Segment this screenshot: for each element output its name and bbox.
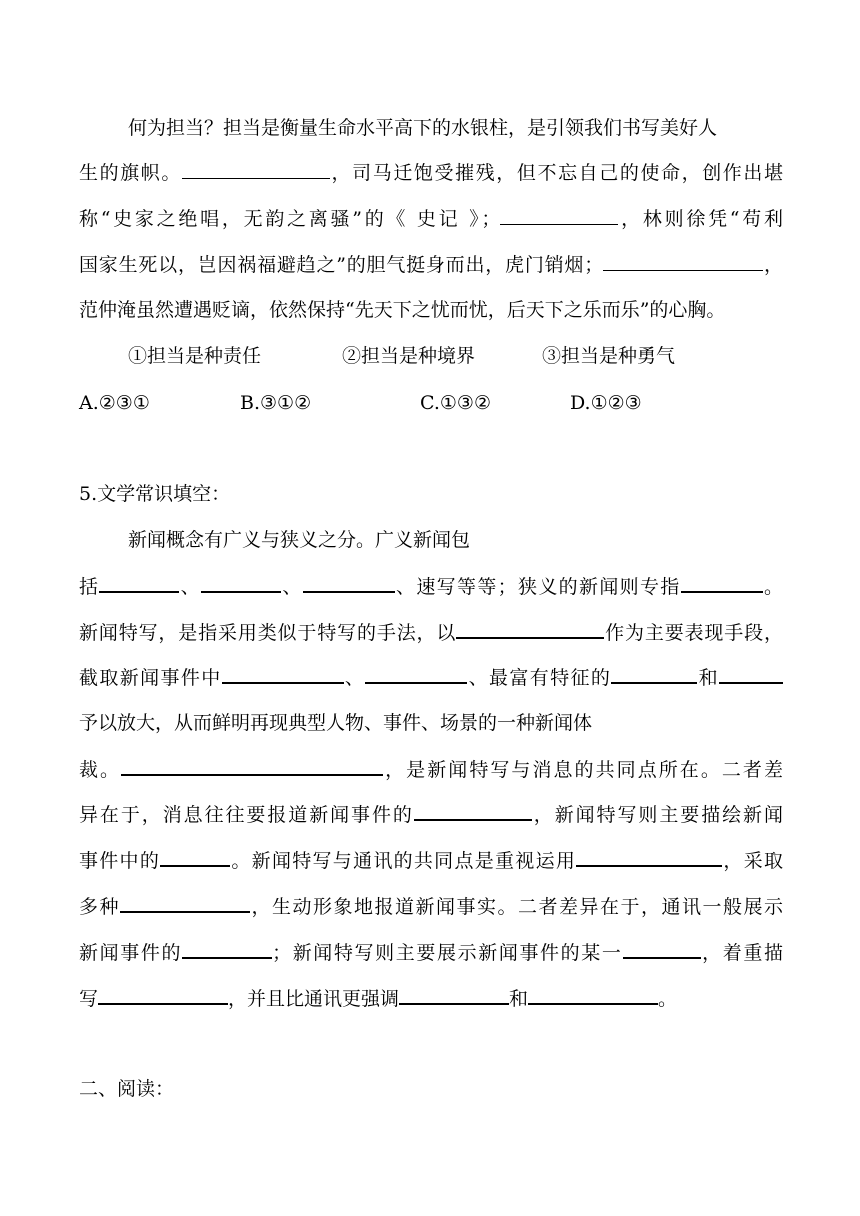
blank-12[interactable] xyxy=(719,665,783,684)
q5-text: 截取新闻事件中 xyxy=(79,667,222,689)
q5-text: 。 xyxy=(762,576,783,598)
q5-text: 。 xyxy=(658,988,678,1010)
q4-line-4 xyxy=(79,253,783,277)
q5-text: 和 xyxy=(697,667,719,689)
option-b[interactable]: B.③①② xyxy=(240,392,312,414)
q5-text: ，是新闻特写与消息的共同点所在。二者差 xyxy=(383,759,783,781)
q5-text: 、 xyxy=(343,667,366,689)
q5-text: 和 xyxy=(509,988,529,1010)
option-c[interactable]: C.①③② xyxy=(420,392,491,414)
q5-heading: 5.文学常识填空： xyxy=(79,483,231,505)
q5-text: ，并且比通讯更强调 xyxy=(228,988,400,1010)
q5-text: ，新闻特写则主要描绘新闻 xyxy=(531,804,783,826)
q5-text: ，生动形象地报道新闻事实。二者差异在于，通讯一般展示 xyxy=(250,896,783,918)
q5-line-1 xyxy=(128,528,783,552)
blank-18[interactable] xyxy=(182,940,272,959)
blank-7[interactable] xyxy=(681,574,763,593)
q5-text: 、 xyxy=(281,576,303,598)
blank-4[interactable] xyxy=(99,574,179,593)
q5-line-5 xyxy=(79,711,783,735)
blank-19[interactable] xyxy=(623,940,701,959)
q4-line-2 xyxy=(79,161,783,185)
q5-text: 。新闻特写与通讯的共同点是重视运用 xyxy=(230,850,577,872)
q4-item-1: ①担当是种责任 xyxy=(128,345,262,367)
q5-text: ，采取 xyxy=(722,850,783,872)
blank-21[interactable] xyxy=(399,986,509,1005)
blank-17[interactable] xyxy=(120,894,250,913)
q5-text: 写 xyxy=(79,988,99,1010)
q5-line-8 xyxy=(79,848,783,873)
section-2-heading: 二、阅读： xyxy=(79,1078,175,1100)
q4-text: 称“史家之绝唱，无韵之离骚”的《 史记 》； xyxy=(79,208,501,230)
blank-13[interactable] xyxy=(121,757,383,776)
blank-14[interactable] xyxy=(414,802,532,821)
q5-text: 予以放大，从而鲜明再现典型人物、事件、场景的一种新闻体 xyxy=(79,712,593,734)
q4-item-2: ②担当是种境界 xyxy=(342,345,476,367)
q5-text: 异在于，消息往往要报道新闻事件的 xyxy=(79,804,414,826)
q5-line-4 xyxy=(79,665,783,690)
blank-6[interactable] xyxy=(303,574,395,593)
q5-text: 新闻概念有广义与狭义之分。广义新闻包 xyxy=(128,529,471,551)
q4-item-3: ③担当是种勇气 xyxy=(542,345,676,367)
q5-line-10 xyxy=(79,940,783,965)
q5-line-7 xyxy=(79,802,783,827)
blank-16[interactable] xyxy=(576,848,722,867)
blank-22[interactable] xyxy=(528,986,658,1005)
blank-10[interactable] xyxy=(365,665,467,684)
q4-text: 何为担当？担当是衡量生命水平高下的水银柱，是引领我们书写美好人 xyxy=(128,117,718,139)
q5-text: 新闻特写，是指采用类似于特写的手法，以 xyxy=(79,622,457,644)
q5-text: 裁。 xyxy=(79,759,122,781)
q5-text: 、 xyxy=(179,576,202,598)
q5-text: 、最富有特征的 xyxy=(467,667,612,689)
q5-text: ；新闻特写则主要展示新闻事件的某一 xyxy=(272,942,623,964)
q4-text: 国家生死以，岂因祸福避趋之”的胆气挺身而出，虎门销烟； xyxy=(79,254,604,276)
blank-9[interactable] xyxy=(222,665,344,684)
blank-15[interactable] xyxy=(160,848,230,867)
blank-2[interactable] xyxy=(500,207,618,225)
blank-8[interactable] xyxy=(456,620,604,639)
q5-text: 新闻事件的 xyxy=(79,942,183,964)
q4-line-5 xyxy=(79,298,783,322)
q4-text: ，司马迁饱受摧残，但不忘自己的使命，创作出堪 xyxy=(329,162,783,184)
q5-text: 括 xyxy=(79,576,100,598)
q5-line-3 xyxy=(79,620,783,645)
q4-line-3 xyxy=(79,207,783,231)
blank-11[interactable] xyxy=(611,665,697,684)
q5-text: 、速写等等；狭义的新闻则专指 xyxy=(394,576,681,598)
q5-line-6 xyxy=(79,757,783,782)
q5-line-9 xyxy=(79,894,783,919)
blank-20[interactable] xyxy=(98,986,228,1005)
option-a[interactable]: A.②③① xyxy=(79,392,150,414)
q4-text: 范仲淹虽然遭遇贬谪，依然保持“先天下之忧而忧，后天下之乐而乐”的心胸。 xyxy=(79,299,726,321)
option-d[interactable]: D.①②③ xyxy=(570,392,642,414)
blank-1[interactable] xyxy=(182,161,330,179)
q4-text: ， xyxy=(763,254,783,276)
q4-text: ，林则徐凭“苟利 xyxy=(618,208,783,230)
q4-text: 生的旗帜。 xyxy=(79,162,182,184)
blank-3[interactable] xyxy=(603,253,763,271)
q5-line-11 xyxy=(79,986,783,1011)
q5-text: 作为主要表现手段， xyxy=(604,622,783,644)
blank-5[interactable] xyxy=(201,574,281,593)
q5-text: ，着重描 xyxy=(700,942,783,964)
q5-line-2 xyxy=(79,574,783,599)
q4-line-1 xyxy=(128,116,783,140)
q5-text: 多种 xyxy=(79,896,120,918)
q5-text: 事件中的 xyxy=(79,850,161,872)
